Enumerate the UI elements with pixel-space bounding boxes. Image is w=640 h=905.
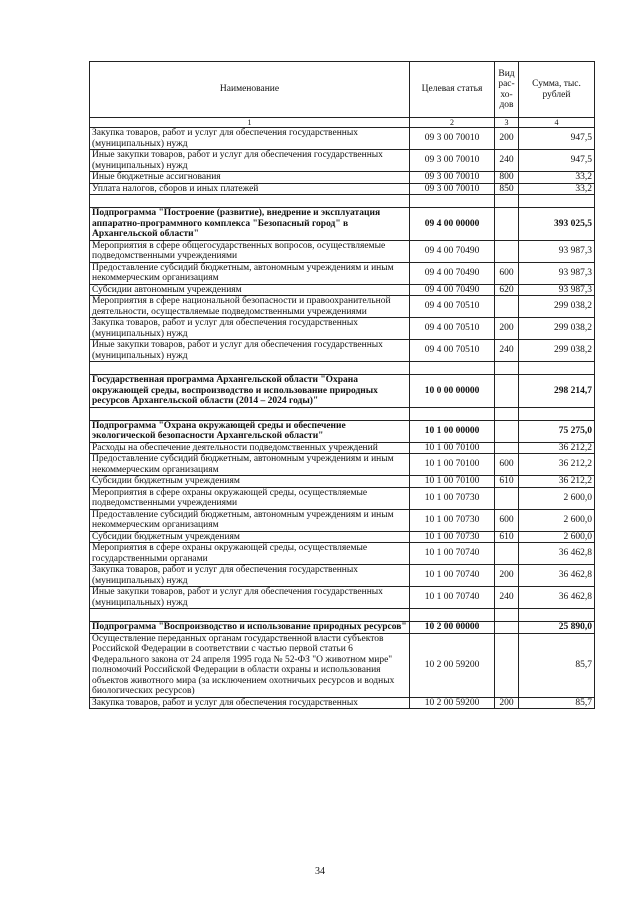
row-sum-cell: 2 600,0 xyxy=(519,509,595,531)
row-kind-cell xyxy=(495,420,519,442)
row-sum-cell: 93 987,3 xyxy=(519,240,595,262)
row-sum-cell: 33,2 xyxy=(519,172,595,184)
row-code-cell: 10 1 00 70740 xyxy=(410,587,495,609)
budget-table-sheet xyxy=(89,61,594,709)
row-name-cell: Иные закупки товаров, работ и услуг для обеспечения государственных (муниципальных) нужд xyxy=(90,587,410,609)
row-kind-cell xyxy=(495,543,519,565)
empty-cell xyxy=(519,609,595,622)
row-sum-cell: 299 038,2 xyxy=(519,318,595,340)
section-row xyxy=(90,420,595,442)
row-sum-cell: 299 038,2 xyxy=(519,340,595,362)
row-code-cell: 09 3 00 70010 xyxy=(410,150,495,172)
row-sum-cell: 33,2 xyxy=(519,183,595,195)
table-row xyxy=(90,240,595,262)
empty-cell xyxy=(519,407,595,420)
empty-cell xyxy=(410,609,495,622)
row-sum-cell: 25 890,0 xyxy=(519,622,595,634)
row-kind-cell xyxy=(495,487,519,509)
row-code-cell: 10 1 00 70740 xyxy=(410,543,495,565)
empty-cell xyxy=(410,195,495,208)
table-row xyxy=(90,296,595,318)
row-kind-cell: 200 xyxy=(495,697,519,709)
spacer-row xyxy=(90,407,595,420)
row-code-cell: 10 1 00 70100 xyxy=(410,454,495,476)
row-name-cell: Уплата налогов, сборов и иных платежей xyxy=(90,183,410,195)
row-code-cell: 10 1 00 70100 xyxy=(410,476,495,488)
table-row xyxy=(90,183,595,195)
table-row xyxy=(90,150,595,172)
row-kind-cell: 600 xyxy=(495,509,519,531)
row-kind-cell xyxy=(495,622,519,634)
row-sum-cell: 36 212,2 xyxy=(519,454,595,476)
row-name-cell: Расходы на обеспечение деятельности подведомственных учреждений xyxy=(90,442,410,454)
empty-cell xyxy=(90,407,410,420)
row-kind-cell xyxy=(495,442,519,454)
row-sum-cell: 947,5 xyxy=(519,128,595,150)
column-number-row xyxy=(90,118,595,128)
row-kind-cell: 240 xyxy=(495,587,519,609)
section-row xyxy=(90,375,595,408)
row-kind-cell: 600 xyxy=(495,454,519,476)
section-row xyxy=(90,622,595,634)
row-code-cell: 10 1 00 70100 xyxy=(410,442,495,454)
empty-cell xyxy=(410,407,495,420)
row-code-cell: 10 1 00 70730 xyxy=(410,509,495,531)
spacer-row xyxy=(90,195,595,208)
row-kind-cell: 200 xyxy=(495,318,519,340)
row-code-cell: 09 4 00 70490 xyxy=(410,262,495,284)
table-row xyxy=(90,476,595,488)
row-sum-cell: 36 462,8 xyxy=(519,543,595,565)
empty-cell xyxy=(410,362,495,375)
row-name-cell: Субсидии автономным учреждениям xyxy=(90,284,410,296)
row-kind-cell: 600 xyxy=(495,262,519,284)
table-row xyxy=(90,442,595,454)
row-code-cell: 10 1 00 00000 xyxy=(410,420,495,442)
empty-cell xyxy=(90,195,410,208)
row-sum-cell: 299 038,2 xyxy=(519,296,595,318)
row-sum-cell: 2 600,0 xyxy=(519,487,595,509)
row-name-cell: Иные закупки товаров, работ и услуг для обеспечения государственных (муниципальных) нужд xyxy=(90,340,410,362)
row-code-cell: 09 4 00 70510 xyxy=(410,340,495,362)
table-row xyxy=(90,172,595,184)
header-name: Наименование xyxy=(90,62,410,118)
table-row xyxy=(90,284,595,296)
row-name-cell: Закупка товаров, работ и услуг для обеспечения государственных xyxy=(90,697,410,709)
row-code-cell: 09 3 00 70010 xyxy=(410,128,495,150)
row-code-cell: 09 3 00 70010 xyxy=(410,183,495,195)
row-name-cell: Иные закупки товаров, работ и услуг для обеспечения государственных (муниципальных) нужд xyxy=(90,150,410,172)
table-row xyxy=(90,587,595,609)
table-row xyxy=(90,509,595,531)
row-sum-cell: 36 462,8 xyxy=(519,565,595,587)
row-name-cell: Закупка товаров, работ и услуг для обеспечения государственных (муниципальных) нужд xyxy=(90,128,410,150)
table-row xyxy=(90,318,595,340)
row-name-cell: Мероприятия в сфере охраны окружающей среды, осуществляемые подведомственными учреждениями xyxy=(90,487,410,509)
row-kind-cell: 800 xyxy=(495,172,519,184)
row-sum-cell: 85,7 xyxy=(519,633,595,697)
row-sum-cell: 36 212,2 xyxy=(519,442,595,454)
row-kind-cell: 200 xyxy=(495,128,519,150)
page-number: 34 xyxy=(315,866,325,877)
row-code-cell: 10 2 00 59200 xyxy=(410,697,495,709)
row-code-cell: 09 4 00 00000 xyxy=(410,208,495,241)
row-sum-cell: 36 462,8 xyxy=(519,587,595,609)
row-kind-cell: 200 xyxy=(495,565,519,587)
row-kind-cell: 620 xyxy=(495,284,519,296)
row-name-cell: Подпрограмма "Воспроизводство и использование природных ресурсов" xyxy=(90,622,410,634)
row-name-cell: Предоставление субсидий бюджетным, автономным учреждениям и иным некоммерческим организациям xyxy=(90,262,410,284)
row-name-cell: Субсидии бюджетным учреждениям xyxy=(90,476,410,488)
row-code-cell: 09 4 00 70490 xyxy=(410,240,495,262)
table-row xyxy=(90,128,595,150)
row-name-cell: Мероприятия в сфере национальной безопасности и правоохранительной деятельности, осуществляемые подведомственными учреждениями xyxy=(90,296,410,318)
column-number: 4 xyxy=(519,118,595,128)
empty-cell xyxy=(90,362,410,375)
row-kind-cell: 610 xyxy=(495,531,519,543)
table-row xyxy=(90,697,595,709)
row-kind-cell xyxy=(495,240,519,262)
empty-cell xyxy=(495,407,519,420)
budget-table xyxy=(89,61,595,709)
table-row xyxy=(90,454,595,476)
row-name-cell: Закупка товаров, работ и услуг для обеспечения государственных (муниципальных) нужд xyxy=(90,318,410,340)
row-code-cell: 10 1 00 70730 xyxy=(410,531,495,543)
row-sum-cell: 75 275,0 xyxy=(519,420,595,442)
row-kind-cell xyxy=(495,375,519,408)
header-kind: Вид рас-хо-дов xyxy=(495,62,519,118)
row-code-cell: 09 4 00 70510 xyxy=(410,318,495,340)
spacer-row xyxy=(90,609,595,622)
row-sum-cell: 2 600,0 xyxy=(519,531,595,543)
row-name-cell: Субсидии бюджетным учреждениям xyxy=(90,531,410,543)
row-name-cell: Предоставление субсидий бюджетным, автономным учреждениям и иным некоммерческим организациям xyxy=(90,509,410,531)
row-code-cell: 10 0 00 00000 xyxy=(410,375,495,408)
header-code: Целевая статья xyxy=(410,62,495,118)
table-row xyxy=(90,487,595,509)
row-code-cell: 10 1 00 70730 xyxy=(410,487,495,509)
column-number: 2 xyxy=(410,118,495,128)
row-kind-cell: 850 xyxy=(495,183,519,195)
row-kind-cell: 240 xyxy=(495,150,519,172)
column-number: 1 xyxy=(90,118,410,128)
empty-cell xyxy=(495,362,519,375)
table-row xyxy=(90,262,595,284)
row-kind-cell xyxy=(495,208,519,241)
row-code-cell: 10 2 00 00000 xyxy=(410,622,495,634)
row-code-cell: 10 2 00 59200 xyxy=(410,633,495,697)
row-sum-cell: 947,5 xyxy=(519,150,595,172)
empty-cell xyxy=(495,195,519,208)
empty-cell xyxy=(519,362,595,375)
table-row xyxy=(90,543,595,565)
section-row xyxy=(90,208,595,241)
row-kind-cell: 610 xyxy=(495,476,519,488)
empty-cell xyxy=(90,609,410,622)
row-name-cell: Закупка товаров, работ и услуг для обеспечения государственных (муниципальных) нужд xyxy=(90,565,410,587)
empty-cell xyxy=(495,609,519,622)
row-sum-cell: 36 212,2 xyxy=(519,476,595,488)
row-code-cell: 09 3 00 70010 xyxy=(410,172,495,184)
row-code-cell: 10 1 00 70740 xyxy=(410,565,495,587)
header-sum: Сумма, тыс. рублей xyxy=(519,62,595,118)
row-name-cell: Иные бюджетные ассигнования xyxy=(90,172,410,184)
row-kind-cell xyxy=(495,296,519,318)
row-sum-cell: 93 987,3 xyxy=(519,284,595,296)
row-name-cell: Осуществление переданных органам государственной власти субъектов Российской Федерации в соответствии с частью первой статьи 6 Федерального закона от 24 апреля 1995 года № 52-ФЗ "О животном мире" полномочий Российской Федерации в области охраны и использования объектов животного мира (за исключением охотничьих ресурсов и водных биологических ресурсов) xyxy=(90,633,410,697)
row-name-cell: Предоставление субсидий бюджетным, автономным учреждениям и иным некоммерческим организациям xyxy=(90,454,410,476)
row-sum-cell: 85,7 xyxy=(519,697,595,709)
table-row xyxy=(90,531,595,543)
row-name-cell: Подпрограмма "Охрана окружающей среды и обеспечение экологической безопасности Архангельской области" xyxy=(90,420,410,442)
table-row xyxy=(90,633,595,697)
row-name-cell: Мероприятия в сфере общегосударственных вопросов, осуществляемые подведомственными учреждениями xyxy=(90,240,410,262)
row-name-cell: Подпрограмма "Построение (развитие), внедрение и эксплуатация аппаратно-программного комплекса "Безопасный город" в Архангельской области" xyxy=(90,208,410,241)
table-row xyxy=(90,565,595,587)
table-row xyxy=(90,340,595,362)
row-kind-cell: 240 xyxy=(495,340,519,362)
row-sum-cell: 298 214,7 xyxy=(519,375,595,408)
row-sum-cell: 393 025,5 xyxy=(519,208,595,241)
row-code-cell: 09 4 00 70490 xyxy=(410,284,495,296)
table-header-row xyxy=(90,62,595,118)
row-sum-cell: 93 987,3 xyxy=(519,262,595,284)
empty-cell xyxy=(519,195,595,208)
column-number: 3 xyxy=(495,118,519,128)
row-name-cell: Мероприятия в сфере охраны окружающей среды, осуществляемые государственными органами xyxy=(90,543,410,565)
row-name-cell: Государственная программа Архангельской области "Охрана окружающей среды, воспроизводство и использование природных ресурсов Архангельской области (2014 – 2024 годы)" xyxy=(90,375,410,408)
row-code-cell: 09 4 00 70510 xyxy=(410,296,495,318)
spacer-row xyxy=(90,362,595,375)
row-kind-cell xyxy=(495,633,519,697)
